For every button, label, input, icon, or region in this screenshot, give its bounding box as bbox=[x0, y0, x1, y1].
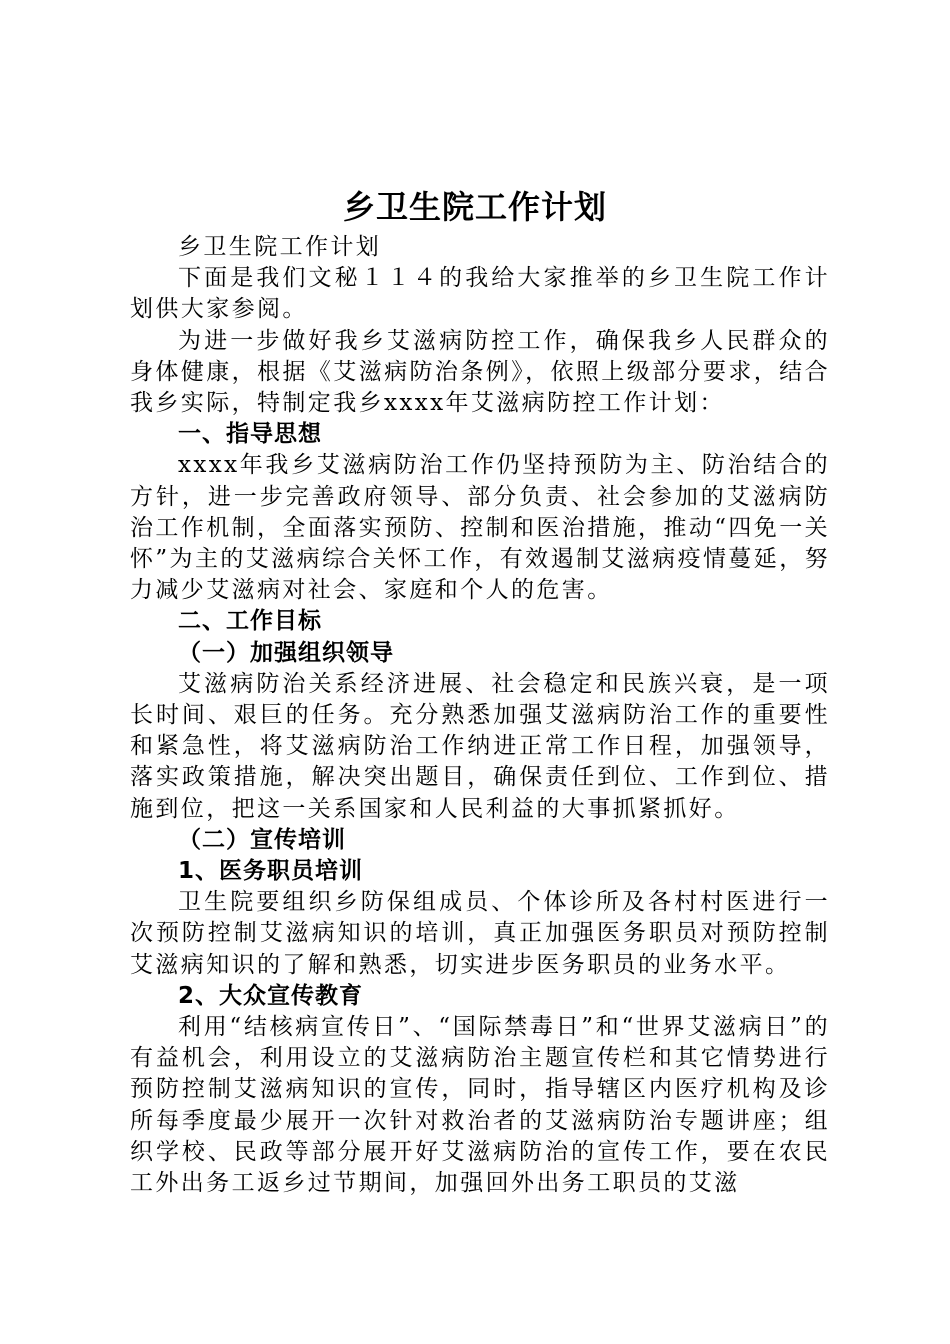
subsection-heading: （二）宣传培训 bbox=[178, 826, 346, 853]
paragraph: 艾滋病防治关系经济进展、社会稳定和民族兴衰，是一项长时间、艰巨的任务。充分熟悉加强艾滋病防治工作的重要性和紧急性，将艾滋病防治工作纳进正常工作日程，加强领导，落实政策措施，解决突出题目，确保责任到位、工作到位、措施到位，把这一关系国家和人民利益的大事抓紧抓好。 bbox=[130, 670, 830, 822]
paragraph: xxxx年我乡艾滋病防治工作仍坚持预防为主、防治结合的方针，进一步完善政府领导、部分负责、社会参加的艾滋病防治工作机制，全面落实预防、控制和医治措施，推动“四免一关怀”为主的艾滋病综合关怀工作，有效遏制艾滋病疫情蔓延，努力减少艾滋病对社会、家庭和个人的危害。 bbox=[130, 452, 830, 604]
document-body bbox=[130, 232, 830, 1199]
paragraph: 为进一步做好我乡艾滋病防控工作，确保我乡人民群众的身体健康，根据《艾滋病防治条例》，依照上级部分要求，结合我乡实际，特制定我乡xxxx年艾滋病防控工作计划： bbox=[130, 327, 830, 417]
paragraph: 利用“结核病宣传日”、“国际禁毒日”和“世界艾滋病日”的有益机会，利用设立的艾滋病防治主题宣传栏和其它情势进行预防控制艾滋病知识的宣传，同时，指导辖区内医疗机构及诊所每季度最少展开一次针对救治者的艾滋病防治专题讲座；组织学校、民政等部分展开好艾滋病防治的宣传工作，要在农民工外出务工返乡过节期间，加强回外出务工职员的艾滋 bbox=[130, 1014, 830, 1197]
document-title: 乡卫生院工作计划 bbox=[342, 188, 607, 226]
paragraph: 下面是我们文秘１１４的我给大家推举的乡卫生院工作计划供大家参阅。 bbox=[130, 265, 830, 323]
subsection-heading: 2、大众宣传教育 bbox=[178, 982, 364, 1009]
subsection-heading: （一）加强组织领导 bbox=[178, 639, 394, 666]
section-heading: 二、工作目标 bbox=[178, 608, 322, 635]
paragraph: 乡卫生院工作计划 bbox=[178, 234, 382, 260]
section-heading: 一、指导思想 bbox=[178, 421, 322, 448]
subsection-heading: 1、医务职员培训 bbox=[178, 858, 364, 885]
paragraph: 卫生院要组织乡防保组成员、个体诊所及各村村医进行一次预防控制艾滋病知识的培训，真正加强医务职员对预防控制艾滋病知识的了解和熟悉，切实进步医务职员的业务水平。 bbox=[130, 889, 830, 978]
